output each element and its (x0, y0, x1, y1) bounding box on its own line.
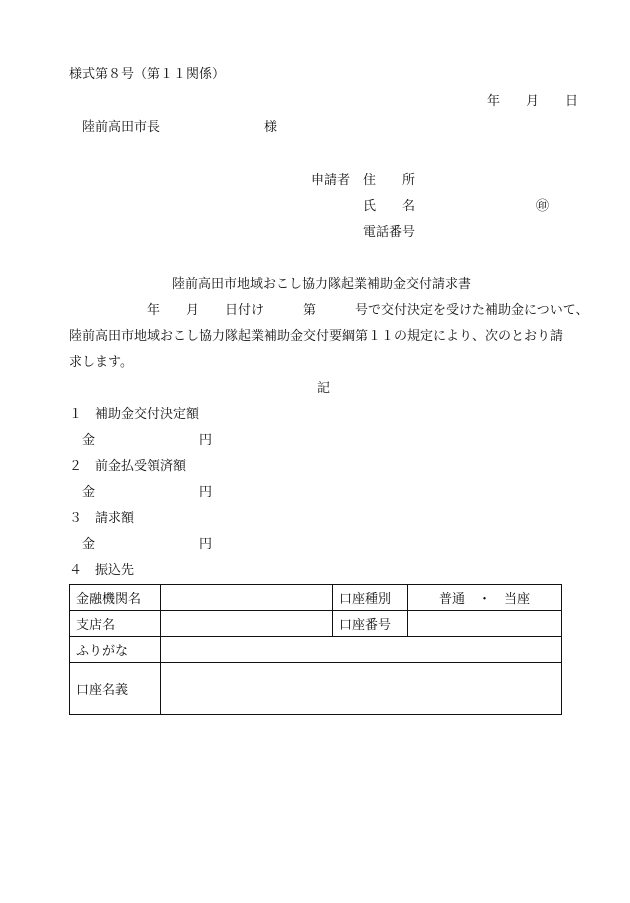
table-row (70, 585, 562, 611)
account-type-field[interactable]: 普通 ・ 当座 (408, 585, 562, 611)
institution-field[interactable] (161, 585, 333, 611)
account-number-label: 口座番号 (333, 611, 408, 637)
item-2-heading: ２ 前金払受領済額 (69, 459, 187, 474)
table-row (70, 637, 562, 663)
name-label: 氏 名 (363, 199, 416, 214)
addressee: 陸前高田市長 様 (82, 120, 278, 135)
item-2-amount: 金 円 (69, 485, 213, 500)
institution-label: 金融機関名 (70, 585, 161, 611)
furigana-field[interactable] (161, 637, 562, 663)
furigana-label: ふりがな (70, 637, 161, 663)
table-row (70, 663, 562, 715)
bank-transfer-table (69, 584, 562, 715)
bank-heading: ４ 振込先 (69, 563, 135, 578)
item-1-amount: 金 円 (69, 433, 213, 448)
applicant-label: 申請者 (311, 173, 351, 188)
item-1-heading: １ 補助金交付決定額 (69, 407, 200, 422)
body-line-1: 年 月 日付け 第 号で交付決定を受けた補助金について、 (69, 303, 589, 318)
document-title: 陸前高田市地域おこし協力隊起業補助金交付請求書 (172, 277, 472, 292)
phone-label: 電話番号 (363, 225, 416, 240)
body-line-3: 求します。 (69, 355, 133, 370)
date-line: 年 月 日 (487, 94, 579, 109)
branch-label: 支店名 (70, 611, 161, 637)
item-3-heading: ３ 請求額 (69, 511, 135, 526)
address-label: 住 所 (363, 173, 416, 188)
holder-field[interactable] (161, 663, 562, 715)
form-number: 様式第８号（第１１関係） (69, 67, 226, 82)
account-type-label: 口座種別 (333, 585, 408, 611)
branch-field[interactable] (161, 611, 333, 637)
table-row (70, 611, 562, 637)
seal-mark: ㊞ (536, 199, 550, 214)
body-line-2: 陸前高田市地域おこし協力隊起業補助金交付要綱第１１の規定により、次のとおり請 (69, 329, 564, 344)
holder-label: 口座名義 (70, 663, 161, 715)
account-number-field[interactable] (408, 611, 562, 637)
ki-heading: 記 (317, 381, 331, 396)
item-3-amount: 金 円 (69, 537, 213, 552)
